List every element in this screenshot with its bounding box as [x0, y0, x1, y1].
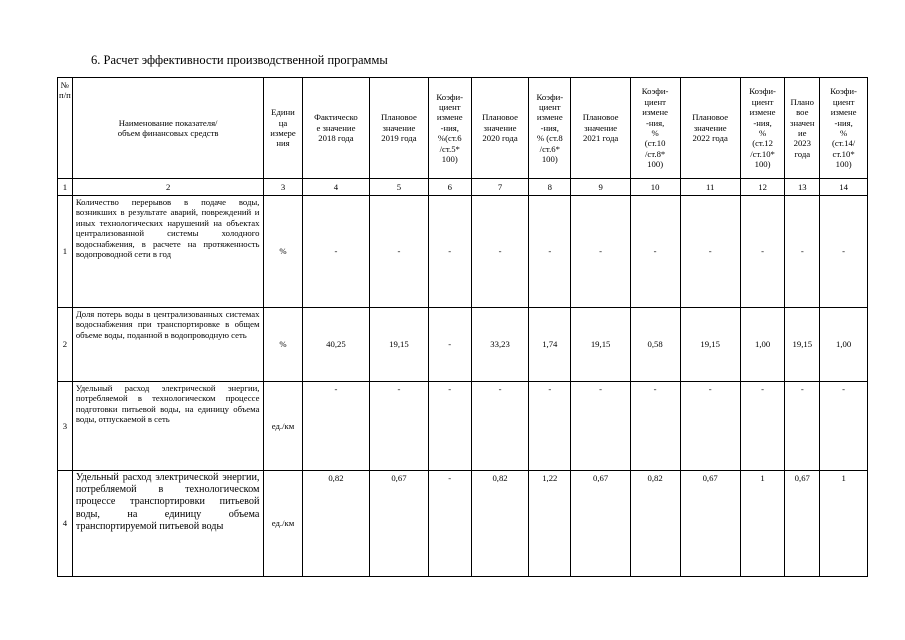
header-coef-6-5: Коэфи- циент измене -ния, %(ст.6 /ст.5* 100)	[428, 78, 471, 179]
value-cell: -	[428, 308, 471, 382]
indicator-name: Удельный расход электрической энергии, потребляемой в технологическом процессе транспортировки питьевой воды, на единицу объема транспортируемой питьевой воды	[72, 471, 264, 577]
value-cell: 1	[740, 471, 784, 577]
value-cell: -	[630, 196, 680, 308]
column-number: 6	[428, 179, 471, 196]
header-coef-14-10: Коэфи- циент измене -ния, % (ст.14/ ст.10* 100)	[820, 78, 868, 179]
value-cell: -	[820, 382, 868, 471]
value-cell: 1,22	[529, 471, 571, 577]
table-header-row	[58, 78, 868, 179]
header-plan-2020: Плановое значение 2020 года	[471, 78, 528, 179]
value-cell: -	[680, 196, 740, 308]
value-cell: 0,58	[630, 308, 680, 382]
value-cell: 33,23	[471, 308, 528, 382]
column-number: 11	[680, 179, 740, 196]
column-number: 5	[370, 179, 428, 196]
value-cell: -	[740, 382, 784, 471]
value-cell: -	[370, 196, 428, 308]
value-cell: -	[428, 382, 471, 471]
value-cell: -	[471, 196, 528, 308]
value-cell: 0,67	[785, 471, 820, 577]
efficiency-table	[57, 77, 868, 577]
header-coef-8-6: Коэфи- циент измене -ния, % (ст.8 /ст.6* 100)	[529, 78, 571, 179]
value-cell: -	[820, 196, 868, 308]
value-cell: 19,15	[571, 308, 630, 382]
value-cell: 0,67	[571, 471, 630, 577]
value-cell: -	[571, 196, 630, 308]
unit: %	[264, 196, 302, 308]
value-cell: 1,00	[740, 308, 784, 382]
value-cell: -	[785, 382, 820, 471]
value-cell: -	[785, 196, 820, 308]
header-number: № п/п	[58, 78, 73, 179]
value-cell: 19,15	[370, 308, 428, 382]
value-cell: -	[740, 196, 784, 308]
value-cell: -	[529, 382, 571, 471]
value-cell: -	[471, 382, 528, 471]
header-plan-2019: Плановое значение 2019 года	[370, 78, 428, 179]
row-number: 1	[58, 196, 73, 308]
value-cell: 40,25	[302, 308, 370, 382]
column-number: 3	[264, 179, 302, 196]
column-number: 8	[529, 179, 571, 196]
row-number: 3	[58, 382, 73, 471]
value-cell: -	[571, 382, 630, 471]
value-cell: 1	[820, 471, 868, 577]
value-cell: -	[302, 382, 370, 471]
value-cell: 0,67	[370, 471, 428, 577]
value-cell: 0,82	[630, 471, 680, 577]
value-cell: 1,00	[820, 308, 868, 382]
header-actual-2018: Фактическо е значение 2018 года	[302, 78, 370, 179]
header-indicator-name: Наименование показателя/ объем финансовых средств	[72, 78, 264, 179]
value-cell: -	[630, 382, 680, 471]
header-plan-2022: Плановое значение 2022 года	[680, 78, 740, 179]
value-cell: -	[428, 196, 471, 308]
header-coef-12-10: Коэфи- циент измене -ния, % (ст.12 /ст.10* 100)	[740, 78, 784, 179]
column-number: 4	[302, 179, 370, 196]
value-cell: 19,15	[680, 308, 740, 382]
table-row	[58, 382, 868, 471]
indicator-name: Количество перерывов в подаче воды, возникших в результате аварий, повреждений и иных технологических нарушений на объектах централизованной системы холодного водоснабжения, в расчете на протяженность водопроводной сети в год	[72, 196, 264, 308]
indicator-name: Удельный расход электрической энергии, потребляемой в технологическом процессе подготовки питьевой воды, на единицу объема воды, отпускаемой в сеть	[72, 382, 264, 471]
column-number: 1	[58, 179, 73, 196]
indicator-name: Доля потерь воды в централизованных системах водоснабжения при транспортировке в общем объеме воды, поданной в водопроводную сеть	[72, 308, 264, 382]
value-cell: 0,82	[302, 471, 370, 577]
unit: ед./км	[264, 382, 302, 471]
table-row	[58, 196, 868, 308]
value-cell: 19,15	[785, 308, 820, 382]
column-number: 14	[820, 179, 868, 196]
row-number: 2	[58, 308, 73, 382]
column-number: 12	[740, 179, 784, 196]
header-plan-2023: Плано вое значен ие 2023 года	[785, 78, 820, 179]
unit: ед./км	[264, 471, 302, 577]
header-unit: Едини ца измере ния	[264, 78, 302, 179]
column-number: 10	[630, 179, 680, 196]
value-cell: 1,74	[529, 308, 571, 382]
value-cell: -	[529, 196, 571, 308]
table-row	[58, 308, 868, 382]
header-coef-10-8: Коэфи- циент измене -ния, % (ст.10 /ст.8* 100)	[630, 78, 680, 179]
value-cell: -	[428, 471, 471, 577]
value-cell: -	[370, 382, 428, 471]
header-plan-2021: Плановое значение 2021 года	[571, 78, 630, 179]
column-number: 7	[471, 179, 528, 196]
column-numbers-row	[58, 179, 868, 196]
unit: %	[264, 308, 302, 382]
value-cell: 0,67	[680, 471, 740, 577]
value-cell: -	[680, 382, 740, 471]
column-number: 9	[571, 179, 630, 196]
value-cell: 0,82	[471, 471, 528, 577]
document-title: 6. Расчет эффективности производственной программы	[91, 53, 388, 67]
value-cell: -	[302, 196, 370, 308]
table-row	[58, 471, 868, 577]
column-number: 13	[785, 179, 820, 196]
row-number: 4	[58, 471, 73, 577]
column-number: 2	[72, 179, 264, 196]
